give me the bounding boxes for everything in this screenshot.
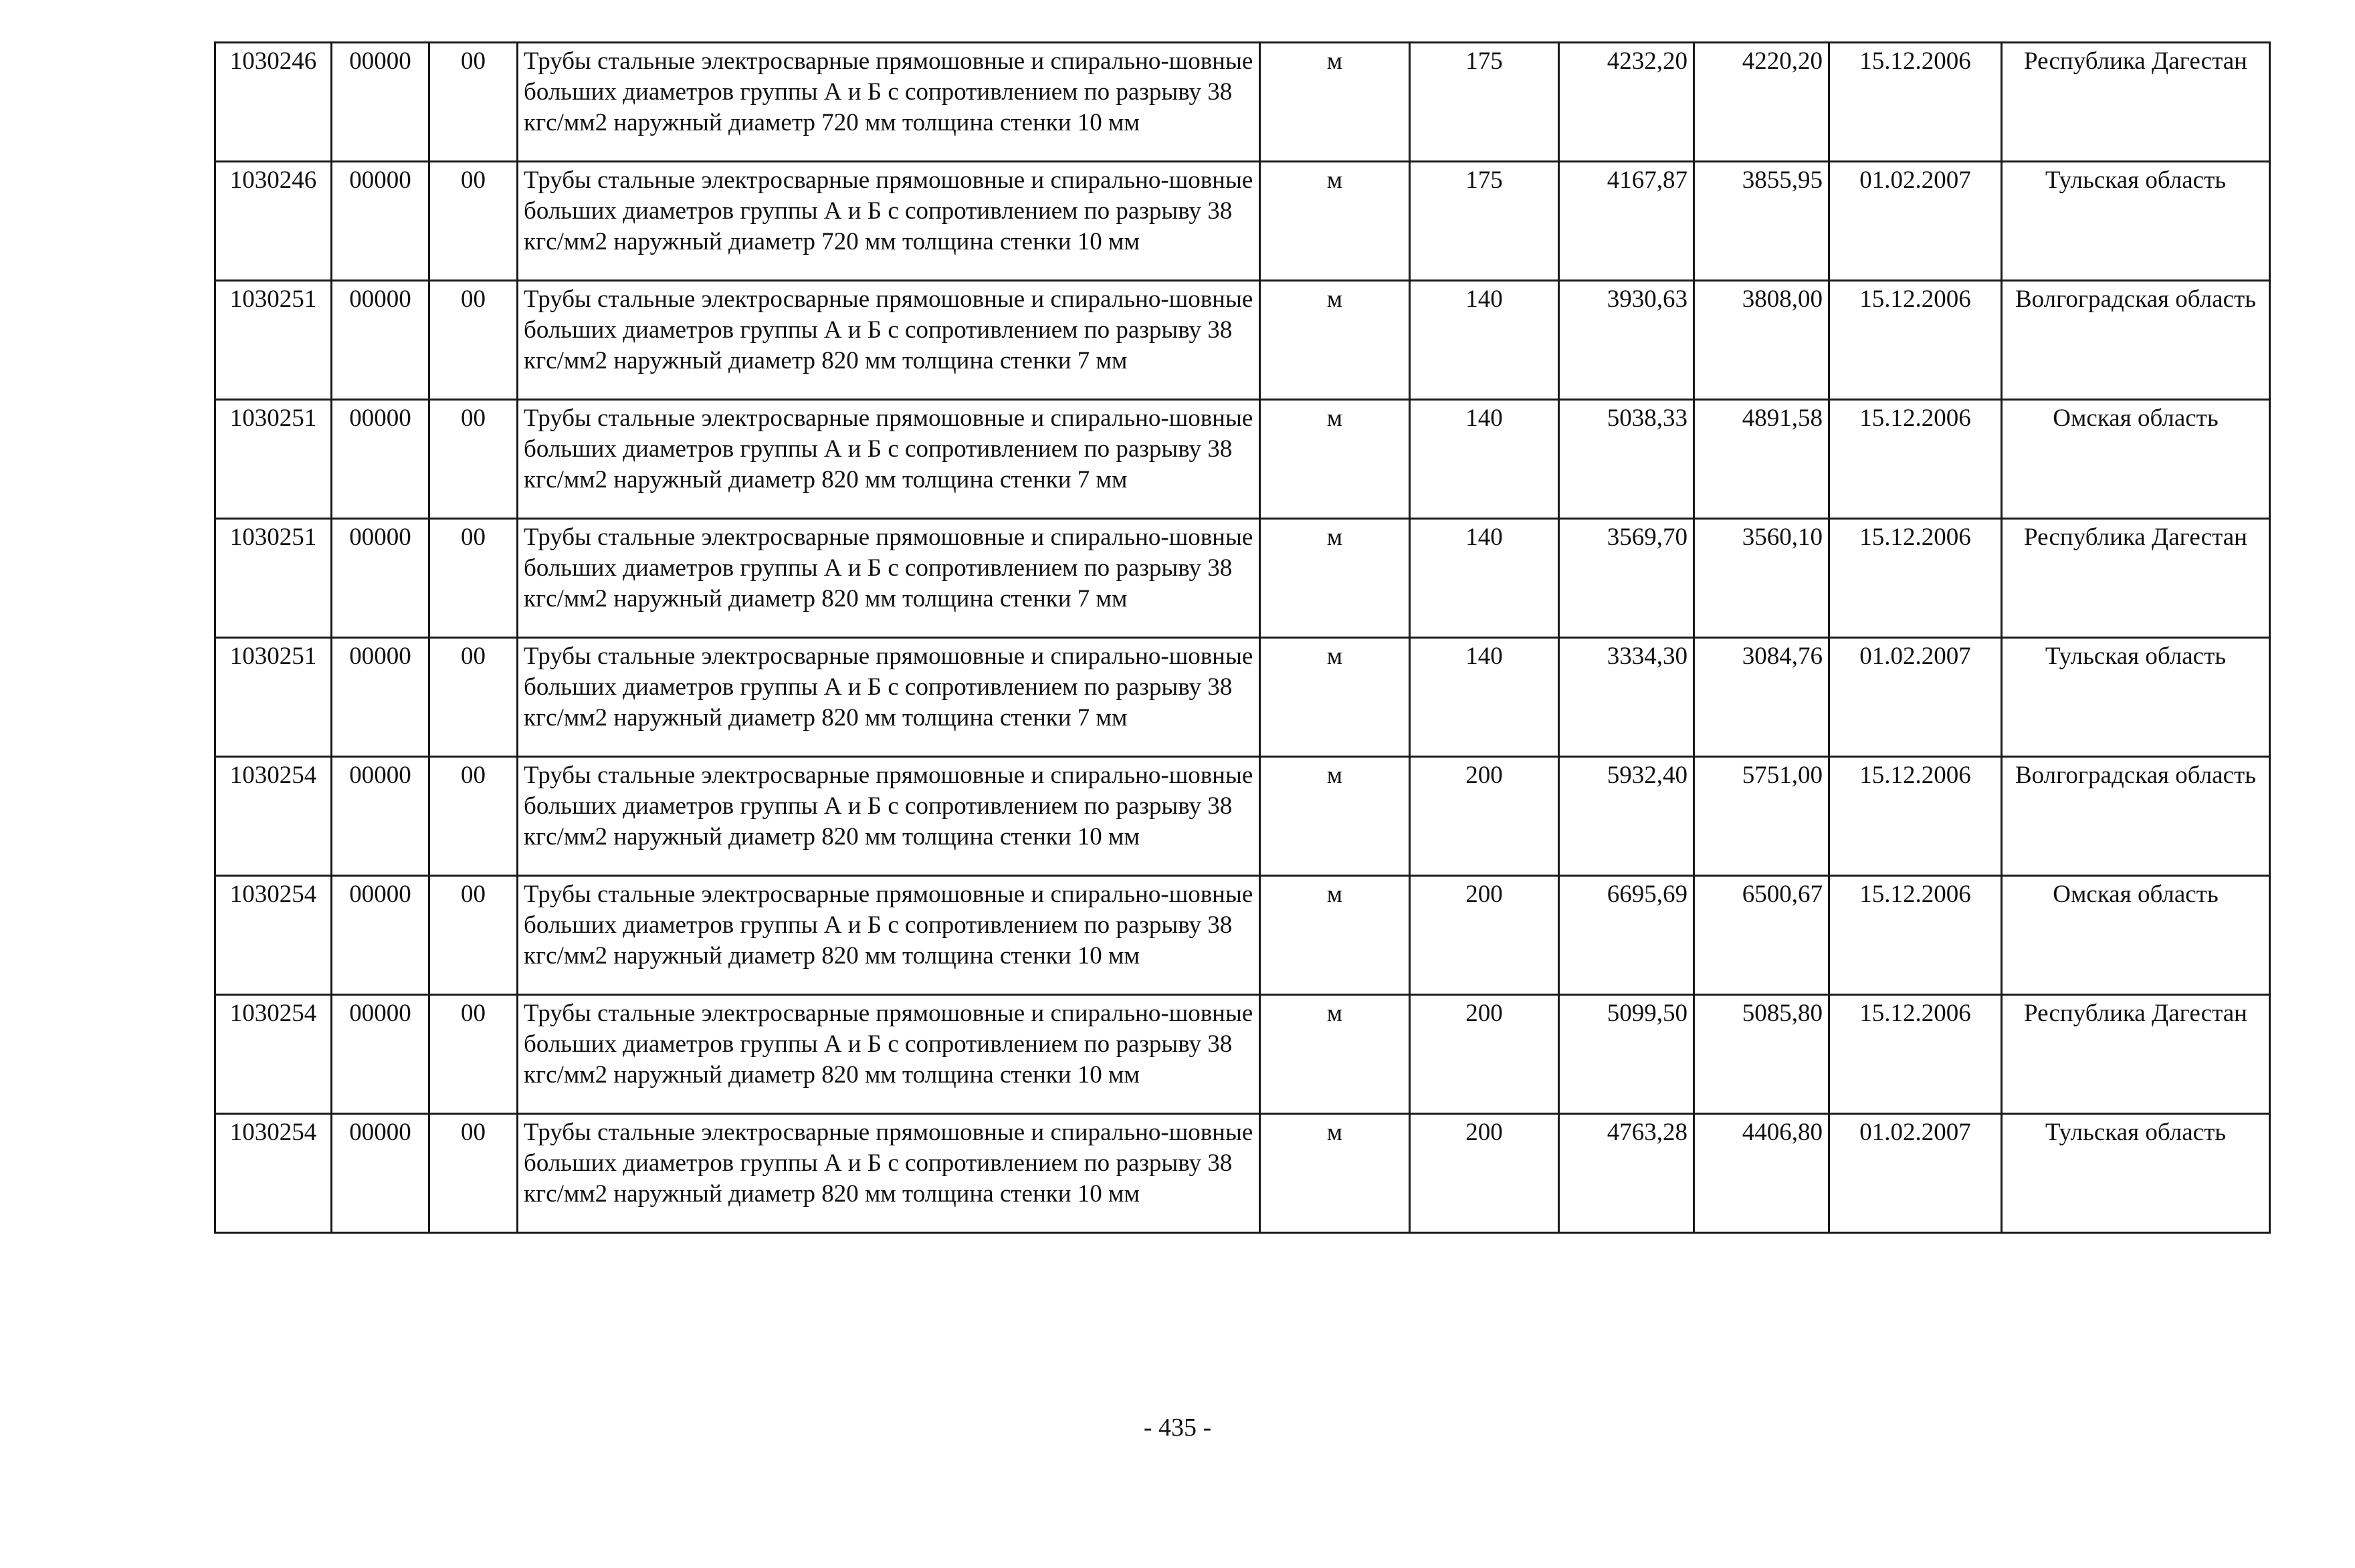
- cell-region: Волгоградская область: [2002, 281, 2270, 400]
- cell-date: 15.12.2006: [1829, 43, 2002, 162]
- table-body: [215, 43, 2270, 1233]
- cell-quantity: 140: [1410, 638, 1559, 757]
- cell-price-2: 6500,67: [1694, 876, 1829, 995]
- table-row: [215, 995, 2270, 1114]
- cell-price-1: 5038,33: [1559, 400, 1694, 519]
- cell-variant: 00: [429, 519, 518, 638]
- cell-description: Трубы стальные электросварные прямошовные и спирально-шовные больших диаметров группы А и Б с сопротивлением по разрыву 38 кгс/мм2 наружный диаметр 820 мм толщина стенки 10 мм: [518, 876, 1260, 995]
- cell-description: Трубы стальные электросварные прямошовные и спирально-шовные больших диаметров группы А и Б с сопротивлением по разрыву 38 кгс/мм2 наружный диаметр 720 мм толщина стенки 10 мм: [518, 43, 1260, 162]
- table-row: [215, 281, 2270, 400]
- cell-price-2: 3855,95: [1694, 162, 1829, 281]
- table-row: [215, 43, 2270, 162]
- cell-subcode: 00000: [332, 400, 429, 519]
- cell-subcode: 00000: [332, 162, 429, 281]
- cell-variant: 00: [429, 43, 518, 162]
- cell-code: 1030251: [215, 400, 332, 519]
- cell-description: Трубы стальные электросварные прямошовные и спирально-шовные больших диаметров группы А и Б с сопротивлением по разрыву 38 кгс/мм2 наружный диаметр 820 мм толщина стенки 10 мм: [518, 995, 1260, 1114]
- cell-price-1: 4763,28: [1559, 1114, 1694, 1233]
- cell-unit: м: [1260, 162, 1410, 281]
- price-table: [214, 41, 2271, 1234]
- cell-date: 15.12.2006: [1829, 757, 2002, 876]
- cell-code: 1030254: [215, 757, 332, 876]
- cell-quantity: 200: [1410, 995, 1559, 1114]
- cell-quantity: 200: [1410, 876, 1559, 995]
- cell-subcode: 00000: [332, 519, 429, 638]
- cell-region: Республика Дагестан: [2002, 519, 2270, 638]
- cell-region: Тульская область: [2002, 638, 2270, 757]
- cell-date: 15.12.2006: [1829, 995, 2002, 1114]
- table-row: [215, 876, 2270, 995]
- cell-price-1: 3334,30: [1559, 638, 1694, 757]
- cell-unit: м: [1260, 281, 1410, 400]
- cell-region: Омская область: [2002, 400, 2270, 519]
- cell-unit: м: [1260, 757, 1410, 876]
- cell-description: Трубы стальные электросварные прямошовные и спирально-шовные больших диаметров группы А и Б с сопротивлением по разрыву 38 кгс/мм2 наружный диаметр 720 мм толщина стенки 10 мм: [518, 162, 1260, 281]
- cell-code: 1030254: [215, 876, 332, 995]
- cell-quantity: 200: [1410, 1114, 1559, 1233]
- cell-variant: 00: [429, 995, 518, 1114]
- cell-region: Республика Дагестан: [2002, 43, 2270, 162]
- cell-price-1: 4232,20: [1559, 43, 1694, 162]
- cell-variant: 00: [429, 1114, 518, 1233]
- table-row: [215, 162, 2270, 281]
- cell-quantity: 140: [1410, 519, 1559, 638]
- cell-subcode: 00000: [332, 1114, 429, 1233]
- cell-variant: 00: [429, 638, 518, 757]
- table-row: [215, 1114, 2270, 1233]
- cell-region: Тульская область: [2002, 1114, 2270, 1233]
- cell-unit: м: [1260, 638, 1410, 757]
- cell-date: 01.02.2007: [1829, 638, 2002, 757]
- cell-region: Волгоградская область: [2002, 757, 2270, 876]
- cell-unit: м: [1260, 1114, 1410, 1233]
- table-row: [215, 519, 2270, 638]
- cell-description: Трубы стальные электросварные прямошовные и спирально-шовные больших диаметров группы А и Б с сопротивлением по разрыву 38 кгс/мм2 наружный диаметр 820 мм толщина стенки 7 мм: [518, 638, 1260, 757]
- cell-code: 1030246: [215, 162, 332, 281]
- cell-description: Трубы стальные электросварные прямошовные и спирально-шовные больших диаметров группы А и Б с сопротивлением по разрыву 38 кгс/мм2 наружный диаметр 820 мм толщина стенки 10 мм: [518, 757, 1260, 876]
- table-row: [215, 638, 2270, 757]
- cell-description: Трубы стальные электросварные прямошовные и спирально-шовные больших диаметров группы А и Б с сопротивлением по разрыву 38 кгс/мм2 наружный диаметр 820 мм толщина стенки 7 мм: [518, 281, 1260, 400]
- cell-date: 15.12.2006: [1829, 876, 2002, 995]
- cell-subcode: 00000: [332, 43, 429, 162]
- cell-variant: 00: [429, 757, 518, 876]
- cell-region: Республика Дагестан: [2002, 995, 2270, 1114]
- cell-price-1: 4167,87: [1559, 162, 1694, 281]
- cell-date: 15.12.2006: [1829, 519, 2002, 638]
- cell-variant: 00: [429, 162, 518, 281]
- cell-code: 1030254: [215, 995, 332, 1114]
- cell-unit: м: [1260, 519, 1410, 638]
- cell-quantity: 200: [1410, 757, 1559, 876]
- cell-variant: 00: [429, 400, 518, 519]
- cell-variant: 00: [429, 876, 518, 995]
- cell-price-2: 4891,58: [1694, 400, 1829, 519]
- cell-unit: м: [1260, 43, 1410, 162]
- cell-price-1: 6695,69: [1559, 876, 1694, 995]
- cell-quantity: 175: [1410, 162, 1559, 281]
- cell-subcode: 00000: [332, 876, 429, 995]
- cell-quantity: 175: [1410, 43, 1559, 162]
- cell-date: 01.02.2007: [1829, 162, 2002, 281]
- cell-price-2: 5085,80: [1694, 995, 1829, 1114]
- cell-variant: 00: [429, 281, 518, 400]
- cell-date: 15.12.2006: [1829, 281, 2002, 400]
- cell-subcode: 00000: [332, 638, 429, 757]
- cell-code: 1030251: [215, 281, 332, 400]
- cell-code: 1030251: [215, 638, 332, 757]
- cell-date: 15.12.2006: [1829, 400, 2002, 519]
- cell-price-1: 3930,63: [1559, 281, 1694, 400]
- cell-subcode: 00000: [332, 281, 429, 400]
- cell-date: 01.02.2007: [1829, 1114, 2002, 1233]
- page-number: - 435 -: [1143, 1414, 1212, 1442]
- cell-subcode: 00000: [332, 757, 429, 876]
- cell-quantity: 140: [1410, 400, 1559, 519]
- cell-region: Омская область: [2002, 876, 2270, 995]
- cell-region: Тульская область: [2002, 162, 2270, 281]
- cell-description: Трубы стальные электросварные прямошовные и спирально-шовные больших диаметров группы А и Б с сопротивлением по разрыву 38 кгс/мм2 наружный диаметр 820 мм толщина стенки 7 мм: [518, 519, 1260, 638]
- cell-price-2: 4406,80: [1694, 1114, 1829, 1233]
- cell-unit: м: [1260, 995, 1410, 1114]
- cell-code: 1030246: [215, 43, 332, 162]
- cell-subcode: 00000: [332, 995, 429, 1114]
- cell-price-1: 3569,70: [1559, 519, 1694, 638]
- cell-description: Трубы стальные электросварные прямошовные и спирально-шовные больших диаметров группы А и Б с сопротивлением по разрыву 38 кгс/мм2 наружный диаметр 820 мм толщина стенки 10 мм: [518, 1114, 1260, 1233]
- cell-quantity: 140: [1410, 281, 1559, 400]
- cell-price-2: 4220,20: [1694, 43, 1829, 162]
- cell-code: 1030251: [215, 519, 332, 638]
- cell-price-2: 5751,00: [1694, 757, 1829, 876]
- cell-price-1: 5932,40: [1559, 757, 1694, 876]
- table-row: [215, 400, 2270, 519]
- cell-unit: м: [1260, 876, 1410, 995]
- table-row: [215, 757, 2270, 876]
- cell-code: 1030254: [215, 1114, 332, 1233]
- cell-price-2: 3808,00: [1694, 281, 1829, 400]
- cell-price-2: 3084,76: [1694, 638, 1829, 757]
- cell-unit: м: [1260, 400, 1410, 519]
- cell-price-1: 5099,50: [1559, 995, 1694, 1114]
- cell-description: Трубы стальные электросварные прямошовные и спирально-шовные больших диаметров группы А и Б с сопротивлением по разрыву 38 кгс/мм2 наружный диаметр 820 мм толщина стенки 7 мм: [518, 400, 1260, 519]
- cell-price-2: 3560,10: [1694, 519, 1829, 638]
